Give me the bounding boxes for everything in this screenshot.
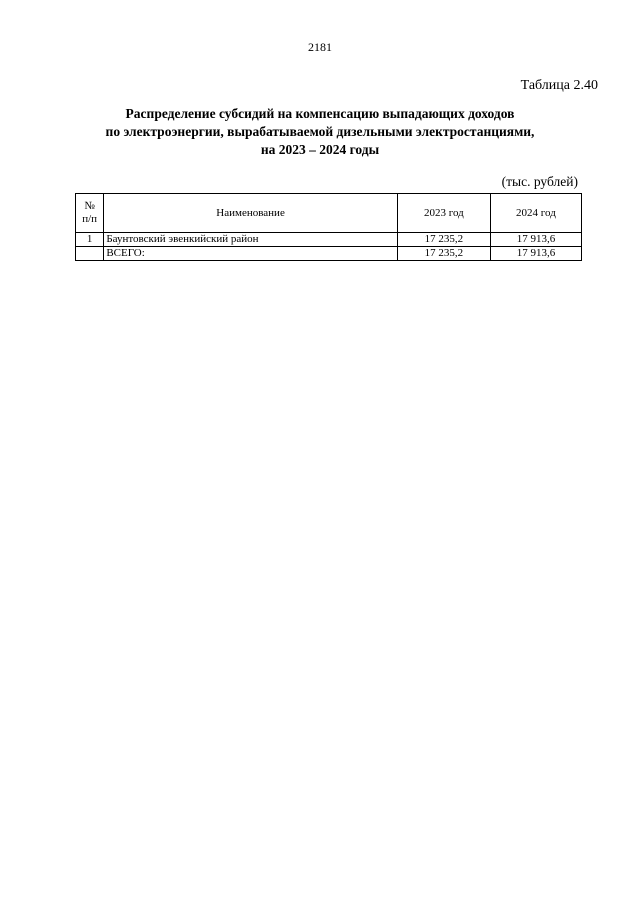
title-line-1: Распределение субсидий на компенсацию выпадающих доходов (125, 106, 515, 121)
header-year-2024: 2024 год (490, 194, 581, 233)
subsidy-table (75, 193, 582, 261)
total-label: ВСЕГО: (104, 247, 397, 261)
title-line-2: по электроэнергии, вырабатываемой дизельными электростанциями, (105, 124, 535, 139)
table-header-row (76, 194, 582, 233)
header-num-symbol: № (84, 200, 95, 212)
page-number: 2181 (308, 40, 332, 54)
total-num (76, 247, 104, 261)
total-year-2023: 17 235,2 (397, 247, 490, 261)
header-name: Наименование (104, 194, 397, 233)
table-label: Таблица 2.40 (520, 78, 598, 93)
table-total-row (76, 247, 582, 261)
header-num (76, 194, 104, 233)
cell-num: 1 (76, 233, 104, 247)
total-year-2024: 17 913,6 (490, 247, 581, 261)
cell-name: Баунтовский эвенкийский район (104, 233, 397, 247)
units-label: (тыс. рублей) (501, 174, 578, 189)
header-year-2023: 2023 год (397, 194, 490, 233)
cell-year-2023: 17 235,2 (397, 233, 490, 247)
table-row (76, 233, 582, 247)
document-title (0, 105, 640, 159)
cell-year-2024: 17 913,6 (490, 233, 581, 247)
title-line-3: на 2023 – 2024 годы (260, 142, 380, 157)
header-num-abbr: п/п (82, 213, 98, 225)
